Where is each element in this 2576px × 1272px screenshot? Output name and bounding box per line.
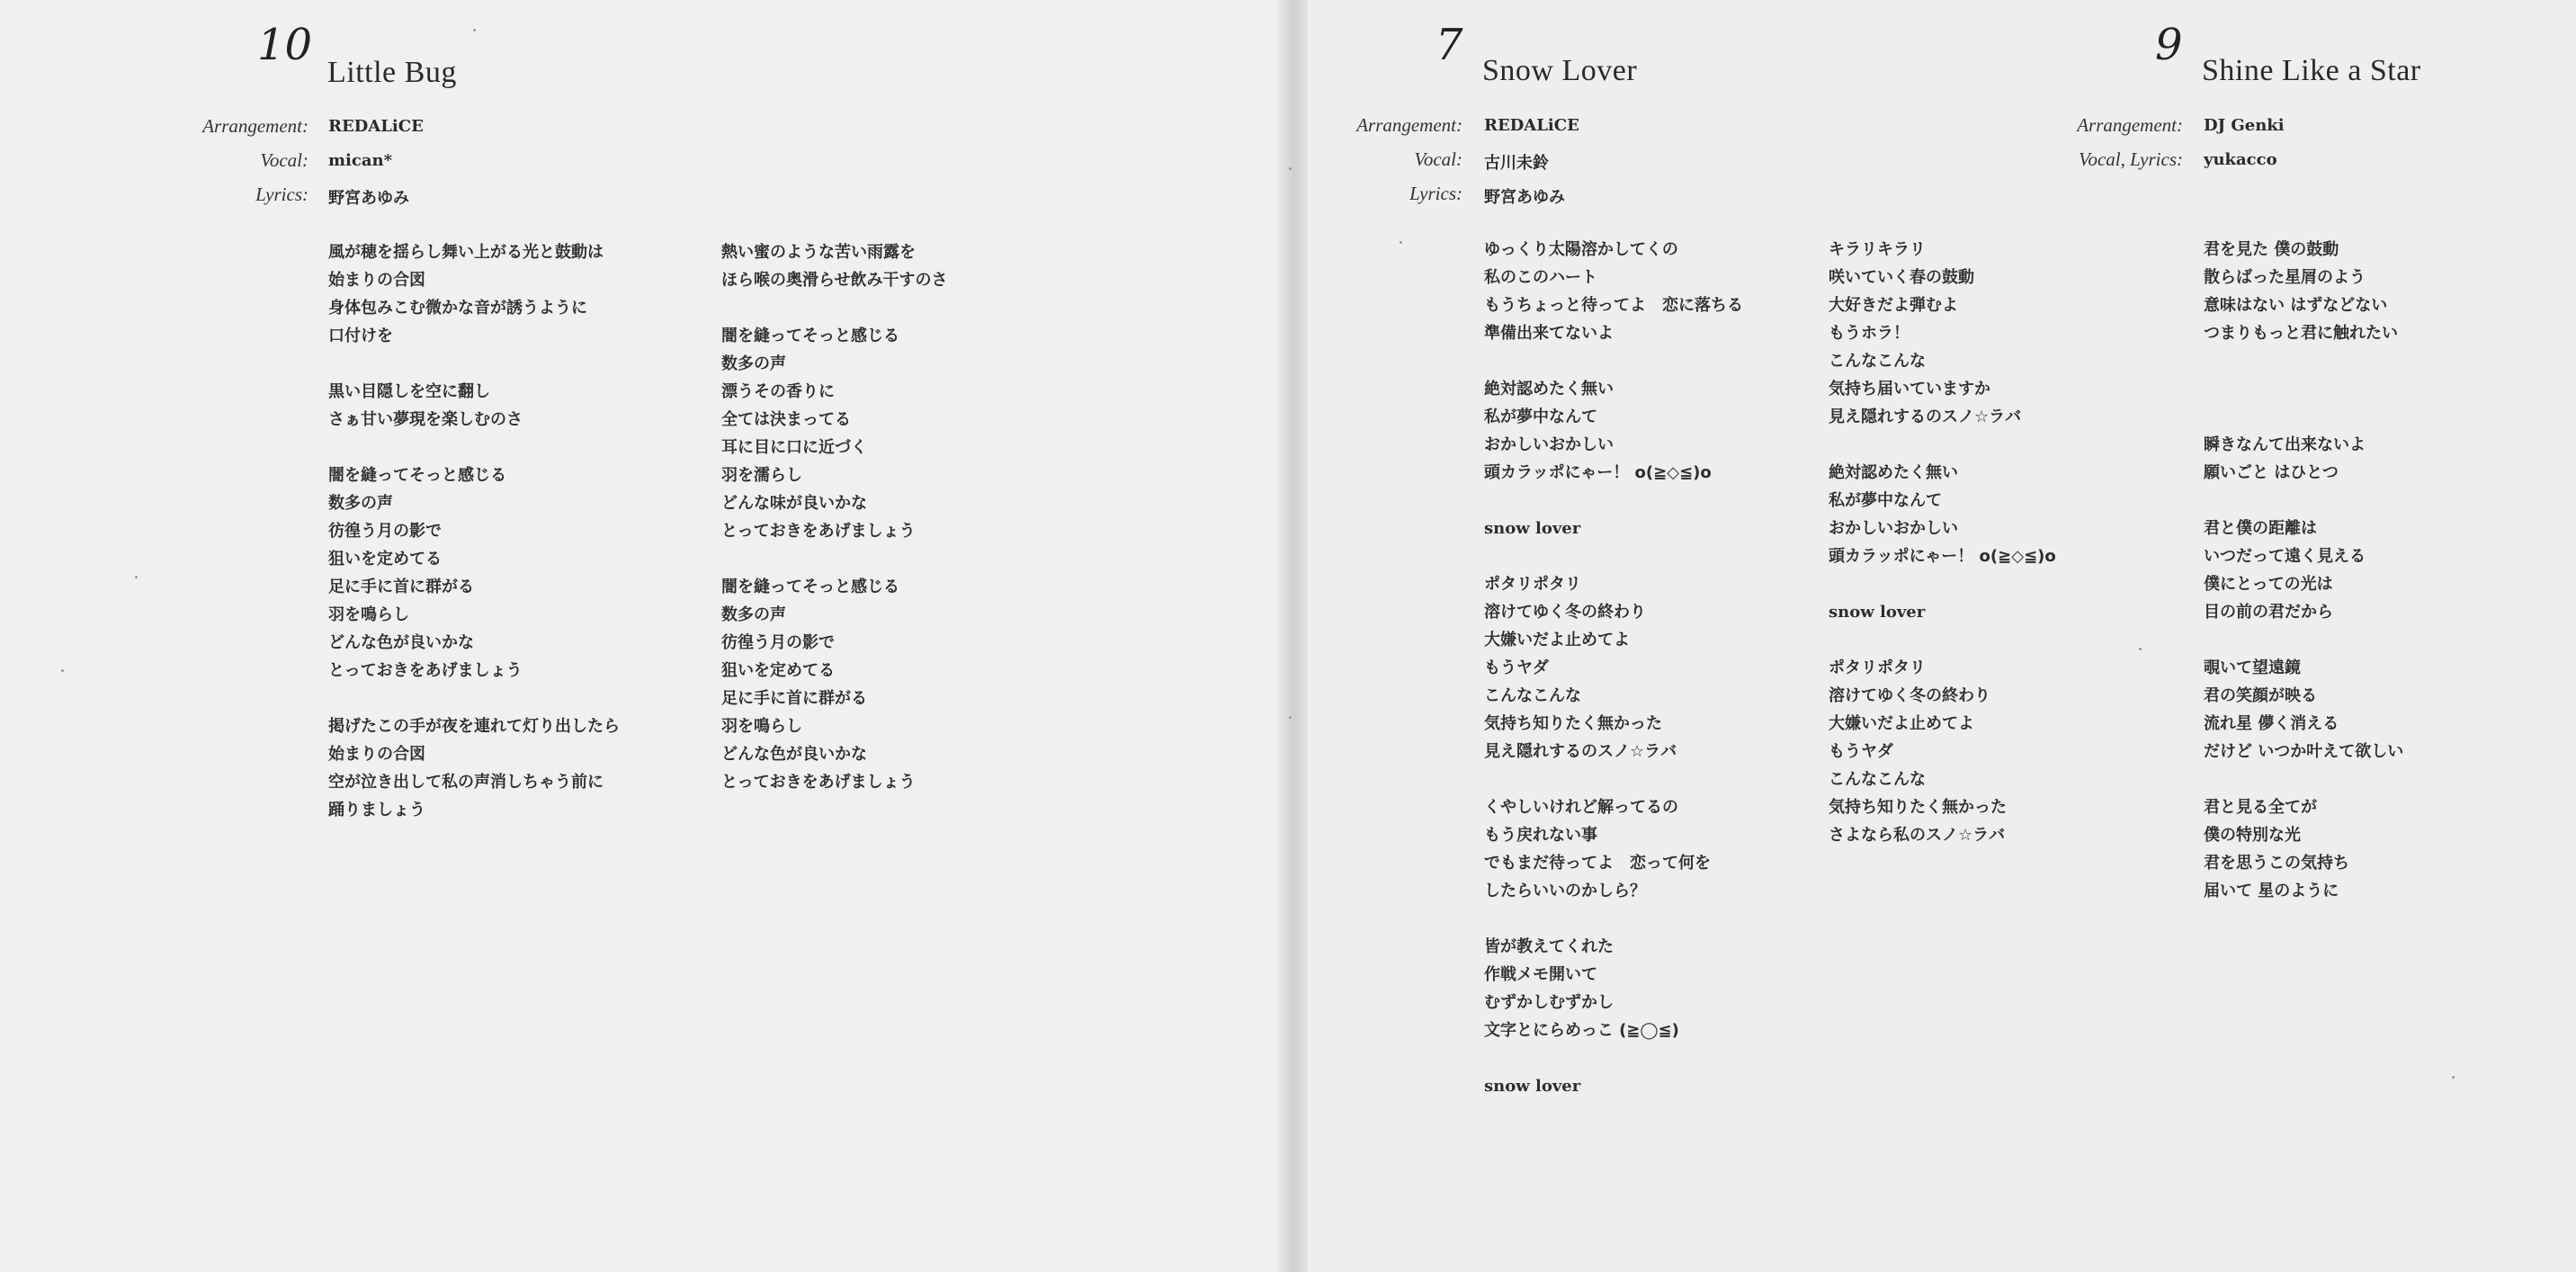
track-number: 7	[1436, 20, 1463, 70]
lyrics-line: おかしいおかしい	[1829, 519, 1958, 538]
credit-label-arrangement: Arrangement:	[202, 115, 309, 137]
lyrics-line: 溶けてゆく冬の終わり	[1829, 686, 1990, 705]
lyrics-line: 足に手に首に群がる	[328, 578, 474, 596]
lyrics-line: 瞬きなんて出来ないよ	[2204, 435, 2366, 454]
credit-label-vocal-lyrics: Vocal, Lyrics:	[2078, 148, 2183, 170]
lyrics-line: 彷徨う月の影で	[328, 522, 442, 541]
lyrics-line: さぁ甘い夢現を楽しむのさ	[328, 410, 523, 429]
lyrics-line: 大好きだよ弾むよ	[1829, 296, 1958, 315]
credit-label-arrangement: Arrangement:	[2077, 114, 2183, 136]
credit-label-vocal: Vocal:	[260, 149, 309, 171]
lyrics-line: どんな味が良いかな	[721, 494, 867, 513]
lyrics-line: ゆっくり太陽溶かしてくの	[1484, 240, 1678, 259]
lyrics-line: 作戦メモ開いて	[1484, 965, 1597, 984]
lyrics-stanza	[2204, 375, 2403, 403]
lyrics-stanza	[2204, 236, 2403, 347]
lyrics-line: 数多の声	[721, 354, 786, 373]
lyrics-line: 大嫌いだよ止めてよ	[1829, 714, 1974, 733]
credit-value-lyrics: 野宮あゆみ	[1484, 188, 1565, 207]
lyrics-line: 数多の声	[328, 494, 393, 513]
lyrics-line: 踊りましょう	[328, 801, 425, 820]
lyrics-line: 闇を縫ってそっと感じる	[721, 327, 899, 345]
lyrics-stanza	[721, 238, 947, 294]
scan-speck	[61, 669, 64, 672]
lyrics-line: 流れ星 儚く消える	[2204, 714, 2339, 733]
lyrics-line: 僕の特別な光	[2204, 826, 2301, 845]
lyrics-column	[328, 238, 620, 852]
lyrics-stanza	[721, 573, 947, 796]
lyrics-line: 意味はない はずなどない	[2204, 296, 2388, 315]
lyrics-stanza	[1484, 793, 1743, 905]
lyrics-column	[2204, 236, 2403, 933]
lyrics-column	[1484, 236, 1743, 1128]
lyrics-line: 文字とにらめっこ (≧◯≦)	[1484, 1021, 1679, 1040]
lyrics-line: 私のこのハート	[1484, 268, 1597, 287]
lyrics-stanza	[2204, 793, 2403, 905]
lyrics-line: 溶けてゆく冬の終わり	[1484, 603, 1646, 622]
lyrics-stanza	[328, 712, 620, 824]
lyrics-stanza	[1484, 933, 1743, 1044]
lyrics-stanza	[328, 461, 620, 685]
lyrics-line: 絶対認めたく無い	[1829, 463, 1958, 482]
lyrics-line: 散らばった星屑のよう	[2204, 268, 2366, 287]
credit-label-arrangement: Arrangement:	[1356, 114, 1462, 136]
lyrics-line: とっておきをあげましょう	[721, 522, 916, 541]
lyrics-line: 数多の声	[721, 605, 786, 624]
lyrics-line: おかしいおかしい	[1484, 435, 1614, 454]
lyrics-line: 頭カラッポにゃー！ o(≧◇≦)o	[1484, 463, 1712, 482]
lyrics-line: 黒い目隠しを空に翻し	[328, 382, 490, 401]
lyrics-line: 目の前の君だから	[2204, 603, 2333, 622]
lyrics-line: もう戻れない事	[1484, 826, 1597, 845]
lyrics-line: どんな色が良いかな	[721, 745, 867, 764]
lyrics-line: 君の笑顔が映る	[2204, 686, 2317, 705]
lyrics-line: 闇を縫ってそっと感じる	[328, 466, 506, 485]
lyrics-stanza	[1484, 375, 1743, 487]
credit-label-vocal: Vocal:	[1414, 148, 1462, 170]
lyrics-line: 全ては決まってる	[721, 410, 851, 429]
lyrics-line: 覗いて望遠鏡	[2204, 658, 2301, 677]
lyrics-stanza	[328, 238, 620, 350]
lyrics-line: くやしいけれど解ってるの	[1484, 798, 1678, 817]
track-title: Snow Lover	[1482, 54, 1638, 87]
scan-speck	[1289, 167, 1292, 170]
lyrics-line: 空が泣き出して私の声消しちゃう前に	[328, 773, 604, 792]
lyrics-line: ポタリポタリ	[1484, 575, 1581, 594]
lyrics-line: 狙いを定めてる	[721, 661, 835, 680]
lyrics-line: 狙いを定めてる	[328, 550, 442, 569]
lyrics-line: 始まりの合図	[328, 745, 425, 764]
lyrics-column	[721, 238, 947, 824]
lyrics-line: 羽を濡らし	[721, 466, 802, 485]
lyrics-line: もうヤダ	[1484, 658, 1549, 677]
lyrics-line: 願いごと はひとつ	[2204, 463, 2339, 482]
credit-value-arrangement: REDALiCE	[328, 117, 424, 136]
lyrics-line: 準備出来てないよ	[1484, 324, 1614, 343]
lyrics-line: 身体包みこむ微かな音が誘うように	[328, 299, 587, 318]
lyrics-line: 気持ち届いていますか	[1829, 380, 1990, 399]
scan-speck	[1289, 716, 1292, 719]
credit-value-vocal-lyrics: yukacco	[2204, 150, 2277, 169]
scan-speck	[135, 576, 138, 578]
lyrics-line: とっておきをあげましょう	[721, 773, 916, 792]
lyrics-line: 始まりの合図	[328, 271, 425, 290]
lyrics-line: 羽を鳴らし	[721, 717, 802, 736]
credit-value-vocal: mican*	[328, 151, 393, 170]
lyrics-line: 見え隠れするのスノ☆ラバ	[1829, 408, 2022, 426]
lyrics-line: snow lover	[1484, 1077, 1581, 1096]
lyrics-line: もうホラ！	[1829, 324, 1910, 343]
lyrics-line: キラリキラリ	[1829, 240, 1926, 259]
lyrics-line: ポタリポタリ	[1829, 658, 1926, 677]
lyrics-line: むずかしむずかし	[1484, 993, 1614, 1012]
lyrics-line: でもまだ待ってよ 恋って何を	[1484, 854, 1711, 873]
lyrics-stanza	[1484, 515, 1743, 542]
lyrics-line: 皆が教えてくれた	[1484, 937, 1614, 956]
lyrics-line: 耳に目に口に近づく	[721, 438, 867, 457]
lyrics-line: もうヤダ	[1829, 742, 1893, 761]
lyrics-stanza	[1484, 1072, 1743, 1100]
lyrics-line: snow lover	[1829, 603, 1926, 622]
lyrics-line: 大嫌いだよ止めてよ	[1484, 631, 1630, 649]
lyrics-line: 君と僕の距離は	[2204, 519, 2317, 538]
lyrics-line: 掲げたこの手が夜を連れて灯り出したら	[328, 717, 620, 736]
lyrics-line: もうちょっと待ってよ 恋に落ちる	[1484, 296, 1743, 315]
left-page	[0, 0, 1286, 1272]
credit-label-lyrics: Lyrics:	[255, 184, 309, 205]
credit-value-lyrics: 野宮あゆみ	[328, 189, 409, 208]
credit-label-lyrics: Lyrics:	[1409, 183, 1462, 204]
lyrics-line: 絶対認めたく無い	[1484, 380, 1614, 399]
lyrics-line: こんなこんな	[1829, 770, 1926, 789]
lyrics-stanza	[2204, 654, 2403, 766]
lyrics-line: 熱い蜜のような苦い雨露を	[721, 243, 916, 262]
lyrics-line: 君を思うこの気持ち	[2204, 854, 2349, 873]
scan-speck	[2452, 1076, 2455, 1079]
lyrics-line: こんなこんな	[1829, 352, 1926, 371]
scan-speck	[473, 29, 476, 31]
lyrics-line: snow lover	[1484, 519, 1581, 538]
scan-speck	[2139, 648, 2142, 650]
lyrics-line: ほら喉の奥滑らせ飲み干すのさ	[721, 271, 948, 290]
lyrics-line: 私が夢中なんて	[1484, 408, 1597, 426]
lyrics-stanza	[1484, 236, 1743, 347]
lyrics-stanza	[721, 322, 947, 545]
lyrics-line: 風が穂を揺らし舞い上がる光と鼓動は	[328, 243, 604, 262]
lyrics-stanza	[2204, 431, 2403, 487]
lyrics-line: 私が夢中なんて	[1829, 491, 1942, 510]
lyrics-line: 届いて 星のように	[2204, 882, 2339, 900]
credit-value-arrangement: DJ Genki	[2204, 116, 2285, 135]
track-number: 9	[2155, 20, 2183, 70]
lyrics-line: 君と見る全てが	[2204, 798, 2317, 817]
lyrics-line: どんな色が良いかな	[328, 633, 474, 652]
lyrics-stanza	[1484, 570, 1743, 766]
lyrics-line: 羽を鳴らし	[328, 605, 409, 624]
lyrics-line: 君を見た 僕の鼓動	[2204, 240, 2339, 259]
lyrics-line: 頭カラッポにゃー！ o(≧◇≦)o	[1829, 547, 2056, 566]
lyrics-line: いつだって遠く見える	[2204, 547, 2366, 566]
lyrics-line: さよなら私のスノ☆ラバ	[1829, 826, 2006, 845]
lyrics-line: 気持ち知りたく無かった	[1484, 714, 1662, 733]
lyrics-line: 口付けを	[328, 327, 393, 345]
lyrics-line: だけど いつか叶えて欲しい	[2204, 742, 2404, 761]
lyrics-stanza	[1829, 598, 2056, 626]
lyrics-line: こんなこんな	[1484, 686, 1581, 705]
lyrics-column	[1829, 236, 2056, 877]
lyrics-line: つまりもっと君に触れたい	[2204, 324, 2398, 343]
lyrics-line: 咲いていく春の鼓動	[1829, 268, 1974, 287]
track-title: Little Bug	[327, 56, 457, 89]
lyrics-line: したらいいのかしら？	[1484, 882, 1646, 900]
lyrics-line: 闇を縫ってそっと感じる	[721, 578, 899, 596]
lyrics-line: 僕にとっての光は	[2204, 575, 2333, 594]
booklet-gutter	[1277, 0, 1308, 1272]
lyrics-line: 彷徨う月の影で	[721, 633, 835, 652]
lyrics-stanza	[328, 378, 620, 434]
credit-value-arrangement: REDALiCE	[1484, 116, 1579, 135]
credit-value-vocal: 古川未鈴	[1484, 154, 1549, 173]
lyrics-line: 気持ち知りたく無かった	[1829, 798, 2007, 817]
lyrics-line: 見え隠れするのスノ☆ラバ	[1484, 742, 1677, 761]
lyrics-line: 足に手に首に群がる	[721, 689, 867, 708]
scan-speck	[1400, 241, 1402, 244]
lyrics-stanza	[1829, 236, 2056, 431]
lyrics-line: とっておきをあげましょう	[328, 661, 523, 680]
lyrics-stanza	[1829, 459, 2056, 570]
track-number: 10	[257, 20, 313, 70]
track-title: Shine Like a Star	[2202, 54, 2421, 87]
lyrics-line: 漂うその香りに	[721, 382, 835, 401]
lyrics-stanza	[1829, 654, 2056, 849]
lyrics-stanza	[2204, 515, 2403, 626]
